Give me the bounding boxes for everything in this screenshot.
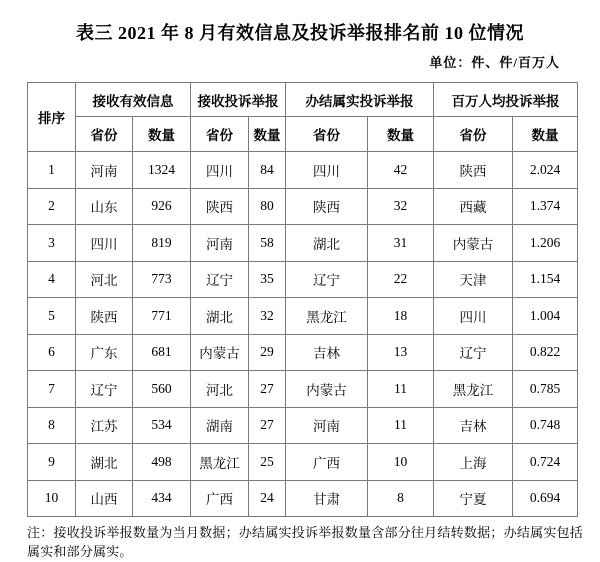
province-cell: 甘肃 [286, 480, 368, 517]
quantity-cell: 32 [249, 298, 286, 335]
table-row [28, 298, 578, 335]
quantity-cell: 681 [133, 334, 191, 371]
rank-cell: 3 [28, 225, 76, 262]
province-cell: 湖北 [286, 225, 368, 262]
rank-cell: 6 [28, 334, 76, 371]
province-cell: 吉林 [434, 407, 513, 444]
quantity-cell: 0.724 [513, 444, 578, 481]
table-row [28, 371, 578, 408]
province-cell: 河北 [76, 261, 133, 298]
subheader-quantity: 数量 [249, 117, 286, 152]
rank-cell: 2 [28, 188, 76, 225]
quantity-cell: 29 [249, 334, 286, 371]
quantity-cell: 0.748 [513, 407, 578, 444]
subheader-quantity: 数量 [368, 117, 434, 152]
rank-cell: 9 [28, 444, 76, 481]
header-group-per-million-complaints: 百万人均投诉举报 [434, 83, 578, 117]
province-cell: 上海 [434, 444, 513, 481]
quantity-cell: 534 [133, 407, 191, 444]
rank-cell: 1 [28, 152, 76, 189]
quantity-cell: 773 [133, 261, 191, 298]
province-cell: 天津 [434, 261, 513, 298]
subheader-quantity: 数量 [513, 117, 578, 152]
province-cell: 湖北 [76, 444, 133, 481]
table-body [28, 152, 578, 517]
quantity-cell: 0.822 [513, 334, 578, 371]
quantity-cell: 560 [133, 371, 191, 408]
rank-cell: 8 [28, 407, 76, 444]
province-cell: 山西 [76, 480, 133, 517]
province-cell: 黑龙江 [286, 298, 368, 335]
province-cell: 四川 [434, 298, 513, 335]
province-cell: 黑龙江 [191, 444, 249, 481]
province-cell: 辽宁 [286, 261, 368, 298]
quantity-cell: 1.374 [513, 188, 578, 225]
quantity-cell: 10 [368, 444, 434, 481]
province-cell: 河南 [191, 225, 249, 262]
subheader-province: 省份 [286, 117, 368, 152]
quantity-cell: 8 [368, 480, 434, 517]
quantity-cell: 1.004 [513, 298, 578, 335]
table-title: 表三 2021 年 8 月有效信息及投诉举报排名前 10 位情况 [76, 23, 524, 43]
province-cell: 广东 [76, 334, 133, 371]
province-cell: 辽宁 [76, 371, 133, 408]
province-cell: 湖南 [191, 407, 249, 444]
quantity-cell: 0.694 [513, 480, 578, 517]
subheader-province: 省份 [434, 117, 513, 152]
ranking-table [27, 82, 578, 517]
province-cell: 江苏 [76, 407, 133, 444]
province-cell: 广西 [286, 444, 368, 481]
quantity-cell: 31 [368, 225, 434, 262]
province-cell: 陕西 [286, 188, 368, 225]
quantity-cell: 27 [249, 371, 286, 408]
province-cell: 河北 [191, 371, 249, 408]
rank-cell: 5 [28, 298, 76, 335]
quantity-cell: 25 [249, 444, 286, 481]
province-cell: 四川 [76, 225, 133, 262]
province-cell: 辽宁 [434, 334, 513, 371]
quantity-cell: 35 [249, 261, 286, 298]
quantity-cell: 0.785 [513, 371, 578, 408]
header-group-received-complaints: 接收投诉举报 [191, 83, 286, 117]
quantity-cell: 32 [368, 188, 434, 225]
footnote: 注：接收投诉举报数量为当月数据；办结属实投诉举报数量含部分往月结转数据；办结属实包括属实和部分属实。 [27, 525, 583, 559]
province-cell: 陕西 [434, 152, 513, 189]
quantity-cell: 24 [249, 480, 286, 517]
quantity-cell: 2.024 [513, 152, 578, 189]
quantity-cell: 771 [133, 298, 191, 335]
header-group-verified-complaints: 办结属实投诉举报 [286, 83, 434, 117]
quantity-cell: 1.154 [513, 261, 578, 298]
province-cell: 湖北 [191, 298, 249, 335]
province-cell: 广西 [191, 480, 249, 517]
rank-cell: 7 [28, 371, 76, 408]
quantity-cell: 42 [368, 152, 434, 189]
province-cell: 山东 [76, 188, 133, 225]
quantity-cell: 18 [368, 298, 434, 335]
quantity-cell: 819 [133, 225, 191, 262]
table-row [28, 152, 578, 189]
unit-label: 单位：件、件/百万人 [429, 55, 560, 70]
province-cell: 西藏 [434, 188, 513, 225]
province-cell: 吉林 [286, 334, 368, 371]
province-cell: 内蒙古 [286, 371, 368, 408]
province-cell: 河南 [76, 152, 133, 189]
rank-cell: 4 [28, 261, 76, 298]
province-cell: 四川 [191, 152, 249, 189]
subheader-quantity: 数量 [133, 117, 191, 152]
province-cell: 辽宁 [191, 261, 249, 298]
province-cell: 宁夏 [434, 480, 513, 517]
quantity-cell: 58 [249, 225, 286, 262]
quantity-cell: 27 [249, 407, 286, 444]
quantity-cell: 434 [133, 480, 191, 517]
quantity-cell: 1324 [133, 152, 191, 189]
province-cell: 陕西 [191, 188, 249, 225]
province-cell: 四川 [286, 152, 368, 189]
table-row [28, 261, 578, 298]
province-cell: 黑龙江 [434, 371, 513, 408]
subheader-province: 省份 [76, 117, 133, 152]
quantity-cell: 11 [368, 407, 434, 444]
province-cell: 陕西 [76, 298, 133, 335]
table-row [28, 444, 578, 481]
quantity-cell: 84 [249, 152, 286, 189]
quantity-cell: 80 [249, 188, 286, 225]
quantity-cell: 498 [133, 444, 191, 481]
quantity-cell: 22 [368, 261, 434, 298]
quantity-cell: 11 [368, 371, 434, 408]
province-cell: 内蒙古 [434, 225, 513, 262]
subheader-province: 省份 [191, 117, 249, 152]
province-cell: 内蒙古 [191, 334, 249, 371]
province-cell: 河南 [286, 407, 368, 444]
header-group-received-valid-info: 接收有效信息 [76, 83, 191, 117]
quantity-cell: 13 [368, 334, 434, 371]
header-rank: 排序 [28, 83, 76, 152]
rank-cell: 10 [28, 480, 76, 517]
quantity-cell: 926 [133, 188, 191, 225]
table-row [28, 334, 578, 371]
table-row [28, 407, 578, 444]
table-row [28, 480, 578, 517]
quantity-cell: 1.206 [513, 225, 578, 262]
table-row [28, 225, 578, 262]
table-row [28, 188, 578, 225]
